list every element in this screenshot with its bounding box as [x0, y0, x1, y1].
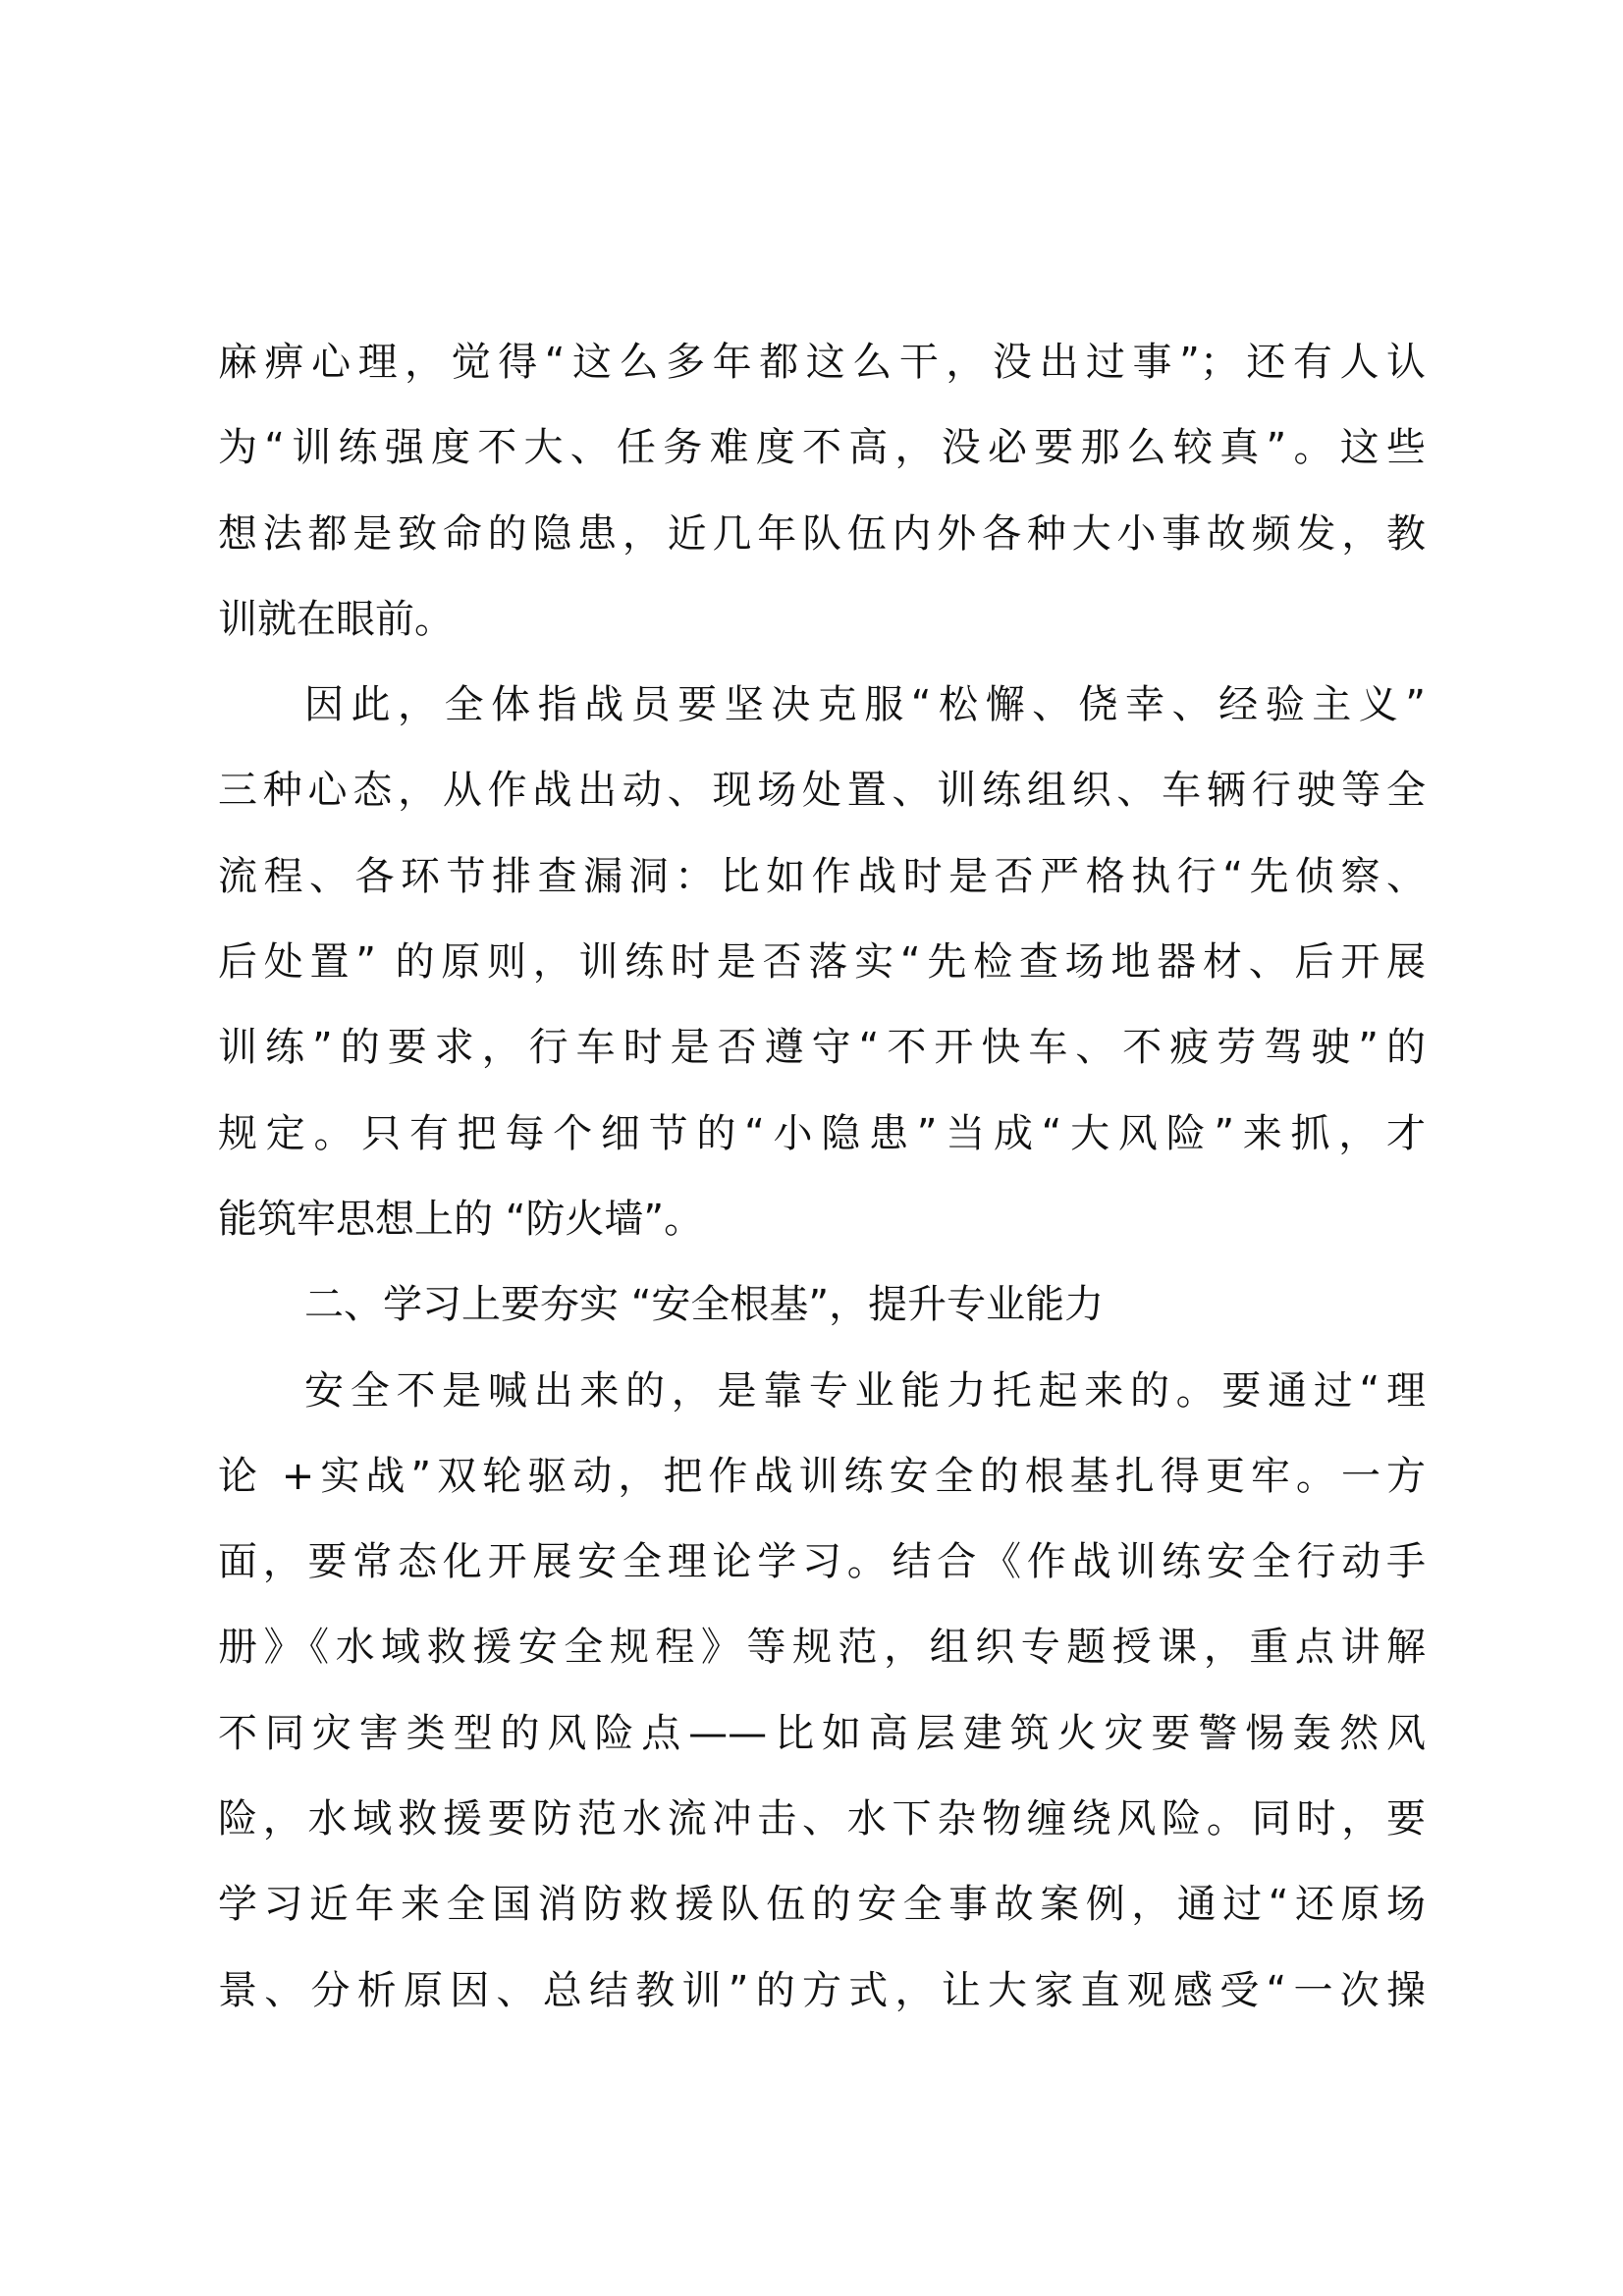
text-line: 三种心态，从作战出动、现场处置、训练组织、车辆行驶等全: [218, 768, 1426, 814]
text-line: 不同灾害类型的风险点——比如高层建筑火灾要警惕轰然风: [218, 1710, 1426, 1756]
text-line: 安全不是喊出来的，是靠专业能力托起来的。要通过“理: [304, 1367, 1426, 1414]
text-line: 训练”的要求，行车时是否遵守“不开快车、不疲劳驾驶”的: [218, 1025, 1426, 1071]
text-line: 训就在眼前。: [218, 596, 454, 642]
section-heading: 二、学习上要夯实 “安全根基”，提升专业能力: [304, 1282, 1105, 1328]
text-line: 麻痹心理，觉得“这么多年都这么干，没出过事”；还有人认: [218, 340, 1426, 385]
text-line: 论 +实战”双轮驱动，把作战训练安全的根基扎得更牢。一方: [218, 1453, 1426, 1499]
text-line: 学习近年来全国消防救援队伍的安全事故案例，通过“还原场: [218, 1882, 1426, 1928]
text-line: 后处置” 的原则，训练时是否落实“先检查场地器材、后开展: [218, 939, 1426, 986]
text-line: 面，要常态化开展安全理论学习。结合《作战训练安全行动手: [218, 1539, 1426, 1585]
text-line: 想法都是致命的隐患，近几年队伍内外各种大小事故频发，教: [218, 510, 1426, 557]
text-line: 为“训练强度不大、任务难度不高，没必要那么较真”。这些: [218, 425, 1426, 471]
text-line: 因此，全体指战员要坚决克服“松懈、侥幸、经验主义”: [304, 682, 1426, 728]
text-line: 能筑牢思想上的 “防火墙”。: [218, 1196, 704, 1242]
text-line: 流程、各环节排查漏洞：比如作战时是否严格执行“先侦察、: [218, 853, 1426, 899]
document-body: [218, 320, 1426, 2034]
text-line: 册》《水域救援安全规程》等规范，组织专题授课，重点讲解: [218, 1625, 1426, 1671]
text-line: 景、分析原因、总结教训”的方式，让大家直观感受“一次操: [218, 1967, 1426, 2013]
text-line: 险，水域救援要防范水流冲击、水下杂物缠绕风险。同时，要: [218, 1796, 1426, 1842]
text-line: 规定。只有把每个细节的“小隐患”当成“大风险”来抓，才: [218, 1110, 1426, 1156]
